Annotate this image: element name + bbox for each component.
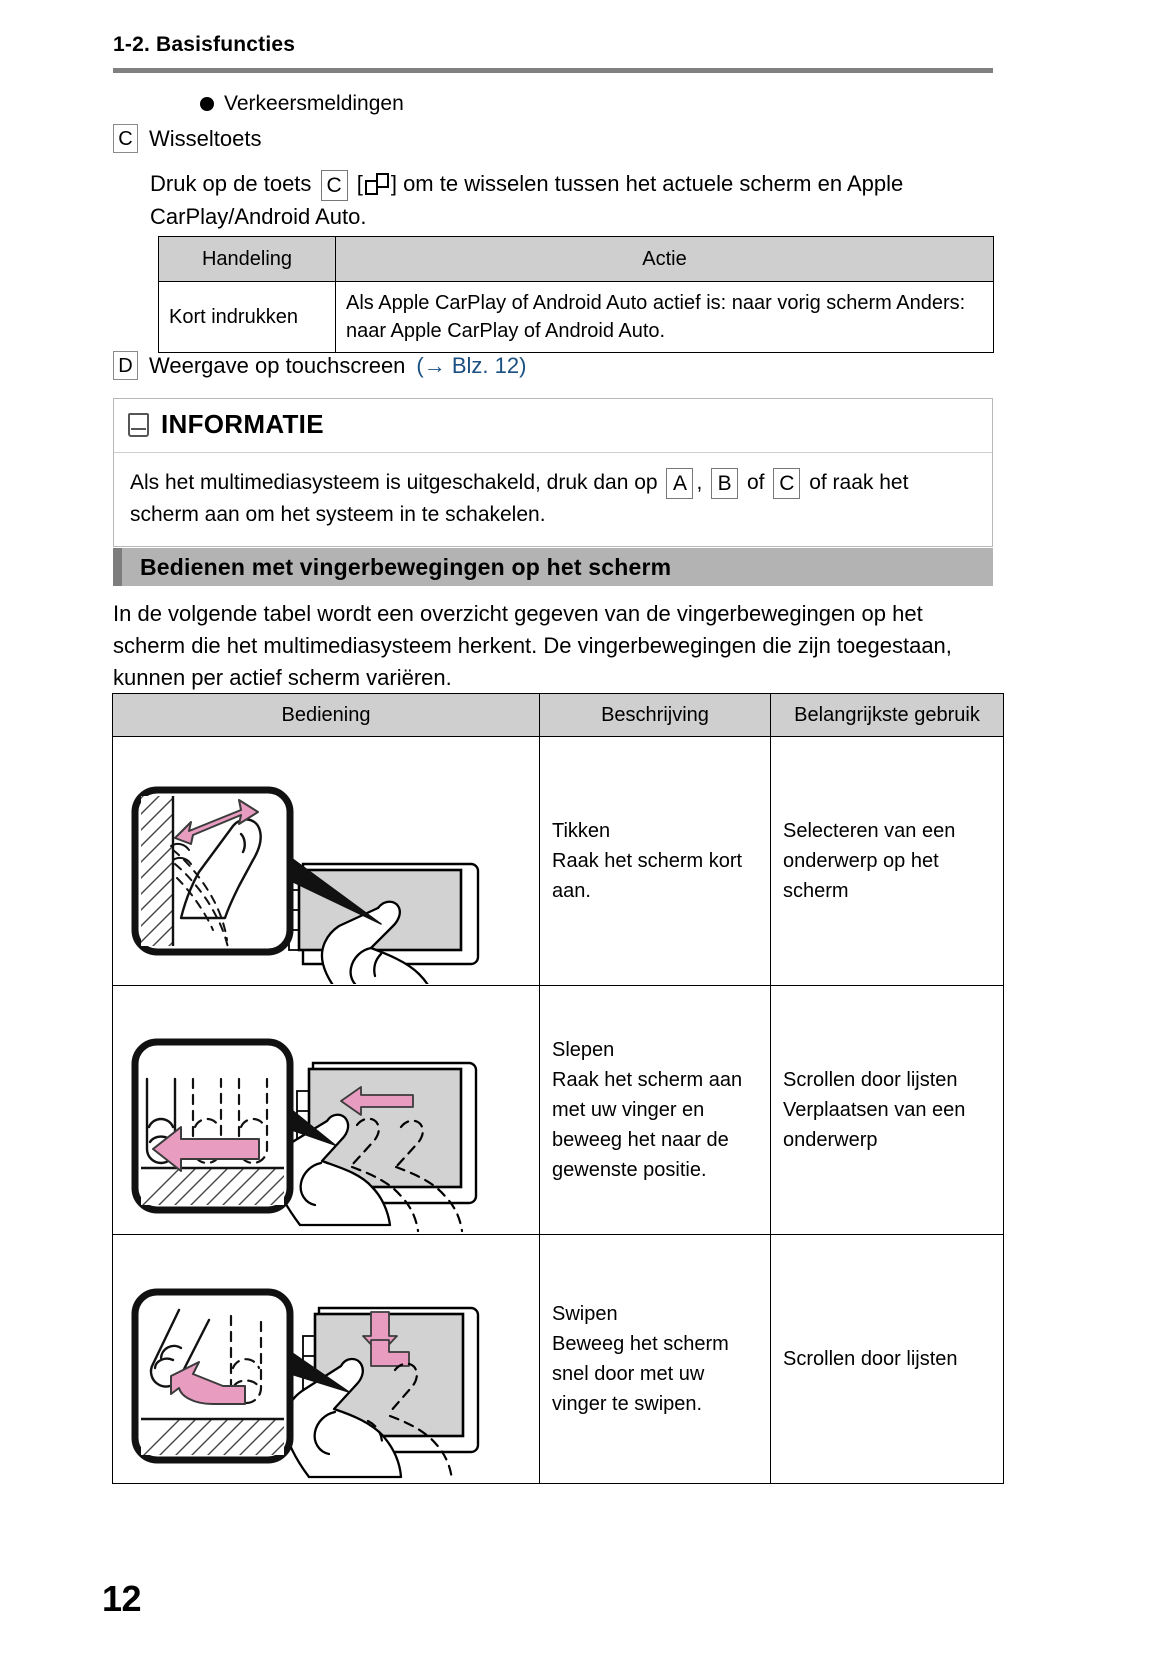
key-badge-d: D — [113, 351, 138, 380]
tap-gesture-illustration — [113, 738, 537, 984]
table-row — [113, 986, 1004, 1235]
gesture-description-cell-swipe — [540, 1235, 771, 1484]
section-bar-edge-marker — [113, 548, 122, 586]
gesture-illustration-cell-tap — [113, 737, 540, 986]
gesture-usage-cell-tap: Selecteren van een onderwerp op het scherm — [771, 737, 1004, 986]
gesture-usage-cell-drag: Scrollen door lijsten Verplaatsen van een onderwerp — [771, 986, 1004, 1235]
key-badge-a: A — [666, 468, 693, 499]
information-box-title: INFORMATIE — [161, 409, 324, 439]
bullet-item-label: Verkeersmeldingen — [224, 92, 404, 115]
table-row — [159, 282, 994, 353]
item-d-row — [113, 351, 526, 380]
gesture-illustration-cell-drag — [113, 986, 540, 1235]
gesture-header-beschrijving: Beschrijving — [540, 694, 771, 737]
bullet-dot-icon — [200, 97, 214, 111]
information-of: of — [746, 471, 765, 494]
drag-gesture-illustration — [113, 987, 537, 1233]
gesture-illustration-cell-swipe — [113, 1235, 540, 1484]
key-badge-c: C — [113, 124, 138, 153]
bracket-close: ] — [390, 171, 397, 196]
header-rule — [113, 68, 993, 73]
action-table-header-actie: Actie — [336, 237, 994, 282]
gesture-table — [112, 693, 1004, 1484]
item-d-label: Weergave op touchscreen — [149, 352, 406, 378]
section-intro-paragraph: In de volgende tabel wordt een overzicht gegeven van de vingerbewegingen op het scherm die het multimediasysteem herkent. De vingerbewegingen die zijn toegestaan, kunnen per actief scherm variëren. — [113, 601, 952, 690]
information-text-before: Als het multimediasysteem is uitgeschakeld, druk dan op — [130, 471, 658, 494]
key-badge-b: B — [711, 468, 738, 499]
item-c-paragraph — [150, 168, 995, 232]
key-badge-c-inline: C — [321, 170, 348, 201]
information-text-after: of raak het scherm aan om het systeem in te schakelen. — [130, 471, 909, 526]
action-table-header-row — [159, 237, 994, 282]
gesture-name-swipe: Swipen — [552, 1303, 618, 1325]
table-row — [113, 737, 1004, 986]
gesture-description-cell-drag — [540, 986, 771, 1235]
action-table — [158, 236, 994, 353]
gesture-description-cell-tap — [540, 737, 771, 986]
bracket-open: [ — [356, 171, 363, 196]
chapter-title: 1-2. Basisfuncties — [113, 33, 296, 56]
window-switch-icon — [365, 173, 389, 195]
page-number: 12 — [102, 1578, 142, 1619]
action-cell-actie: Als Apple CarPlay of Android Auto actief is: naar vorig scherm Anders: naar Apple CarPlay of Android Auto. — [336, 282, 994, 353]
bullet-list-item — [200, 92, 404, 116]
gesture-header-bediening: Bediening — [113, 694, 540, 737]
page-reference-link[interactable]: (→ Blz. 12) — [416, 352, 527, 378]
paragraph-text-before: Druk op de toets — [150, 171, 312, 196]
gesture-desc-swipe: Beweeg het scherm snel door met uw vinger te swipen. — [552, 1333, 729, 1415]
gesture-desc-tap: Raak het scherm kort aan. — [552, 850, 743, 902]
information-comma: , — [696, 471, 703, 494]
section-heading-label: Bedienen met vingerbewegingen op het scherm — [140, 553, 672, 580]
item-c-label: Wisseltoets — [149, 125, 262, 151]
item-c-row — [113, 124, 261, 153]
table-row — [113, 1235, 1004, 1484]
information-box-body — [114, 453, 992, 546]
swipe-gesture-illustration — [113, 1236, 537, 1482]
information-box — [113, 398, 993, 547]
section-heading-bar — [113, 548, 993, 586]
gesture-name-tap: Tikken — [552, 820, 611, 842]
gesture-usage-cell-swipe: Scrollen door lijsten — [771, 1235, 1004, 1484]
gesture-table-header-row — [113, 694, 1004, 737]
key-badge-c-info: C — [773, 468, 800, 499]
gesture-desc-drag: Raak het scherm aan met uw vinger en beweeg het naar de gewenste positie. — [552, 1069, 743, 1181]
gesture-name-drag: Slepen — [552, 1039, 615, 1061]
book-icon — [128, 413, 149, 437]
gesture-header-gebruik: Belangrijkste gebruik — [771, 694, 1004, 737]
information-box-header — [114, 399, 992, 453]
paragraph-text-after: om te wisselen tussen het actuele scherm en Apple CarPlay/Android Auto. — [150, 171, 904, 229]
action-table-header-handeling: Handeling — [159, 237, 336, 282]
action-cell-handeling: Kort indrukken — [159, 282, 336, 353]
